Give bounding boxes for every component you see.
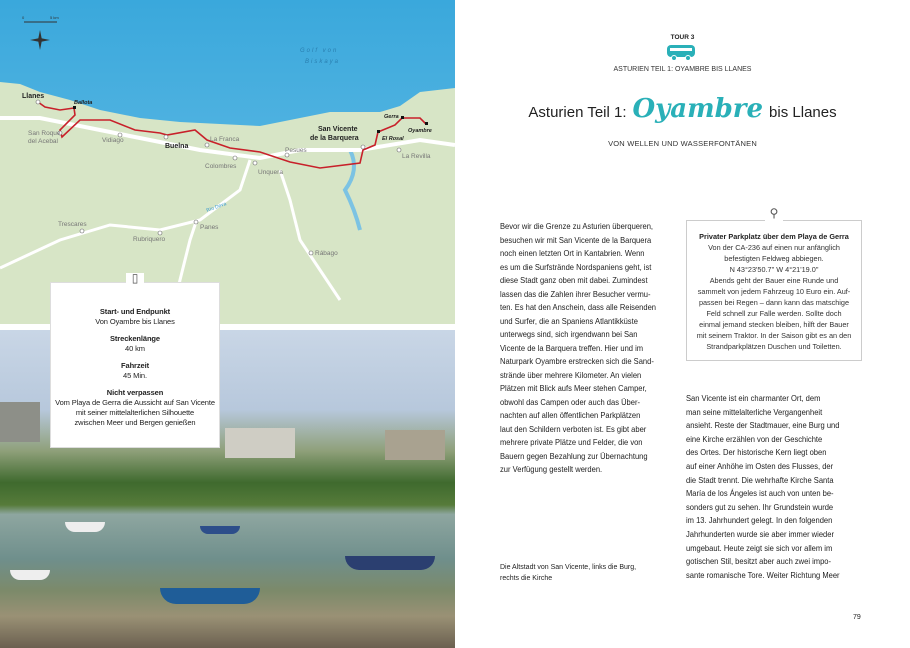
camper-van-icon [666,43,696,61]
text-line: ansieht. Reste der Stadtmauer, eine Burg und [686,420,840,431]
text-line: sante romanische Tore. Weiter Richtung Meer [686,569,840,580]
text-line: noch einen letzten Ort in Kantabrien. Wenn [500,248,645,258]
text-line: Bevor wir die Grenze zu Asturien überqueren, [500,221,654,231]
text-line: diese Stadt ganz oben mit dabei. Zumindest [500,275,648,285]
place-label: Buelna [165,143,189,150]
info-text: 40 km [125,344,145,353]
info-heading: Fahrzeit [121,361,149,370]
place-label: Rábago [315,250,338,257]
text-line: befestigten Feldweg abbiegen. [724,254,824,263]
text-line: mit seinem Traktor. In der Saison gibt es an den [696,331,852,340]
svg-text:0: 0 [22,15,25,20]
text-line: einmal jemand stecken bleiben, hilft der Bauer [699,320,849,329]
text-line: Abends geht der Bauer eine Runde und [709,276,839,285]
info-text: Vom Playa de Gerra die Aussicht auf San Vicente [55,398,215,407]
text-line: sammelt von jedem Fahrzeug 10 Euro ein. Auf- [697,287,851,296]
place-label: Gerra [384,114,399,120]
text-line: nachten auf allen öffentlichen Parkplätzen [500,410,641,420]
tip-text [687,242,861,352]
page-number: 79 [853,614,861,621]
info-heading: Streckenlänge [110,334,160,343]
place-label: San Vicente [318,126,358,133]
place-label: La Franca [210,136,240,143]
tip-heading: Privater Parkplatz über dem Playa de Gerra [699,232,849,241]
text-line: gotischen Stil, besitzt aber auch zwei impo- [686,556,832,567]
info-heading: Start- und Endpunkt [99,307,171,316]
route-map [0,0,455,324]
text-line: María de los Ángeles ist auch von unten be- [686,488,834,499]
title-script: Oyambre [632,94,764,124]
text-line: zur Verfügung gestellt werden. [500,464,603,474]
text-line: es um die Surfstrände Nordspaniens geht, ist [500,261,652,272]
text-line: Bauern gegen Bezahlung zur Übernachtung [500,450,648,461]
caption-line: Die Altstadt von San Vicente, links die Burg, [500,564,637,571]
text-line: eine Kirche erzählen von der Geschichte [686,433,823,444]
text-line: laut den Schildern verboten ist. Es gibt aber [500,423,647,434]
text-line: die Stadt trennt. Die wehrhafte Kirche Santa [686,474,834,485]
title-pre: Asturien Teil 1: [528,104,627,121]
text-line: obwohl das Campen oder auch das Über- [500,396,640,407]
text-line: N 43°23'50.7" W 4°21'19.0" [729,265,819,274]
text-line: Jahrhunderten wurde sie aber immer wieder [686,528,834,539]
text-line: und Surfer, die an Spaniens Atlantikküste [500,315,638,326]
chapter-subhead: ASTURIEN TEIL 1: OYAMBRE BIS LLANES [613,66,752,73]
sea-label: Biskaya [305,59,341,65]
text-line: auf einer Anhöhe im Osten des Flusses, der [686,460,834,471]
river-label: Río Deva [205,201,228,214]
tour-info-box [50,271,220,448]
place-label: La Revilla [402,153,431,160]
place-label: Vidiago [102,137,124,144]
place-label: Unquera [258,169,283,176]
title-post: bis Llanes [769,104,837,121]
text-line: des Ortes. Der historische Kern liegt oben [686,447,827,458]
place-label: Pesues [285,147,307,154]
location-pin-icon: ⚲ [765,208,783,226]
place-label: Trescares [58,221,87,228]
map-icon: ▯ [126,273,144,291]
info-text: 45 Min. [123,371,147,380]
text-line: mehrere private Plätze und Felder, die von [500,437,643,447]
text-line: Naturpark Oyambre erstrecken sich die Sand- [500,356,654,366]
text-line: passen bei Regen – dann kann das matschige [698,298,850,307]
text-line: Plätzen mit Blick aufs Meer stehen Camper, [500,383,647,393]
text-line: Feld schnell zur Falle werden. Sollte doch [706,309,842,318]
body-column-1 [500,220,656,477]
photo-caption [500,562,636,584]
text-line: besuchen wir mit San Vicente de la Barquera [500,234,652,245]
svg-text:5 km: 5 km [50,15,59,20]
text-line: Vicente de la Barquera treffen. Hier und im [500,342,644,353]
place-label: Colombres [205,163,237,170]
text-line: sonders gut zu sehen. Ihr Grundstein wurde [686,501,834,512]
text-line: lassen das die Zahlen ihrer Besucher vermu- [500,288,651,299]
text-line: man seine mittelalterliche Vergangenheit [686,406,823,417]
text-line: ten. Es hat den Anschein, dass alle Reisenden [500,302,656,312]
info-heading: Nicht verpassen [106,388,164,397]
place-label: Ballota [74,100,93,106]
text-line: unterwegs sind, sich irgendwann bei San [500,329,638,339]
info-text: Von Oyambre bis Llanes [95,317,175,326]
place-label: Rubriquero [133,236,166,243]
place-label: de la Barquera [310,135,359,142]
place-label: Llanes [22,93,45,100]
info-text: mit seiner mittelalterlichen Silhouette [75,408,195,417]
caption-line: rechts die Kirche [500,575,553,582]
right-page [455,0,910,648]
sea-label: Golf von [300,48,339,54]
text-line: Von der CA-236 auf einen nur anfänglich [708,243,840,252]
parking-tip-box [686,206,862,361]
info-text: zwischen Meer und Bergen genießen [74,418,196,427]
body-column-2 [686,392,840,582]
text-line: Strandparkplätzen Duschen und Toiletten. [706,342,842,351]
text-line: umgebaut. Heute zeigt sie sich vor allem im [686,542,833,553]
text-line: im 13. Jahrhundert gelegt. In den folgenden [686,515,833,526]
tagline: VON WELLEN UND WASSERFONTÄNEN [608,139,757,148]
text-line: strände über mehrere Kilometer. An vielen [500,369,642,380]
place-label: del Acebal [28,138,58,145]
place-label: Oyambre [408,128,432,134]
text-line: San Vicente ist ein charmanter Ort, dem [686,393,821,403]
place-label: San Roque [28,130,61,137]
place-label: El Rosal [382,136,404,142]
place-label: Panes [200,224,219,231]
page-title [455,94,910,124]
tour-label: TOUR 3 [670,34,695,41]
